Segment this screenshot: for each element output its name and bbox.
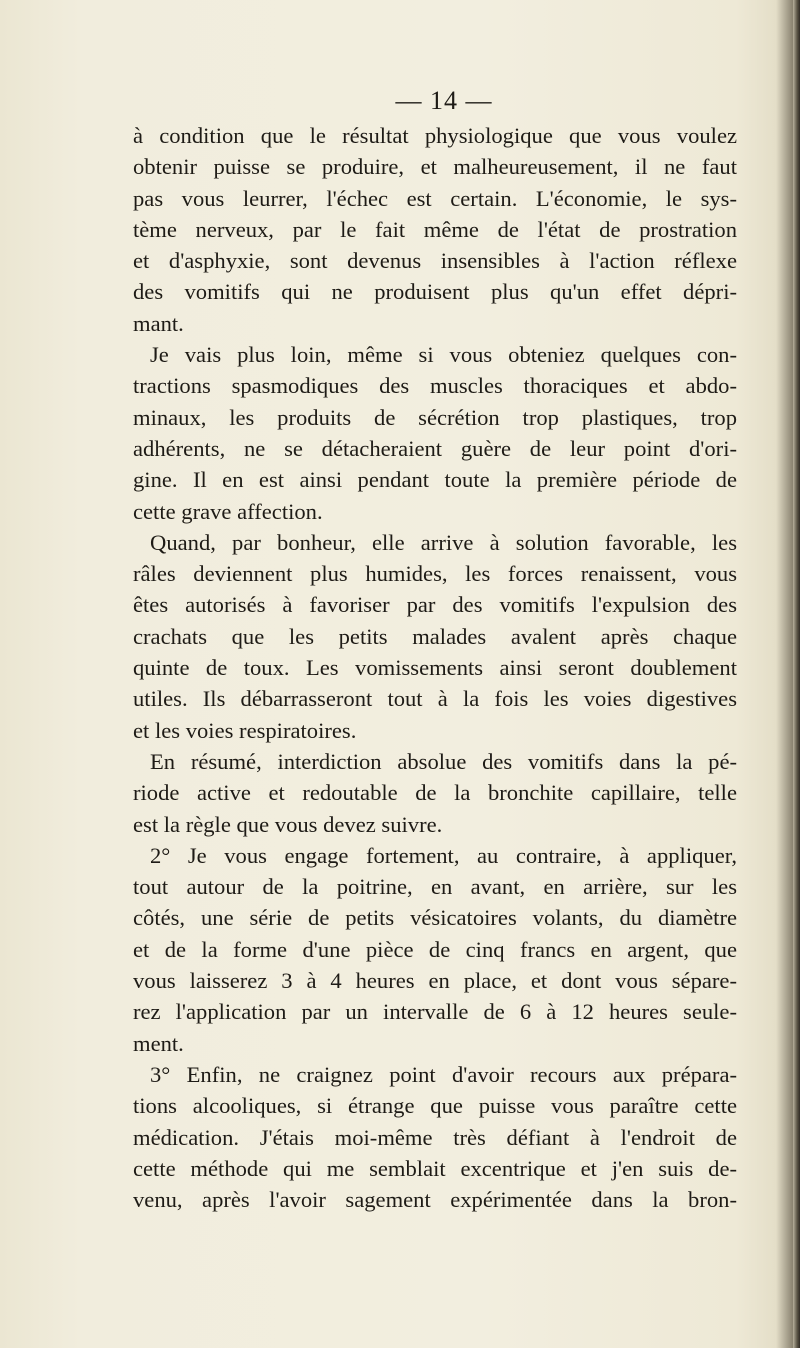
text-line: obtenir puisse se produire, et malheureusement, il ne faut xyxy=(133,154,737,180)
text-line: tractions spasmodiques des muscles thoraciques et abdo- xyxy=(133,373,737,399)
text-line: médication. J'étais moi-même très défiant à l'endroit de xyxy=(133,1124,737,1150)
text-line: minaux, les produits de sécrétion trop plastiques, trop xyxy=(133,404,737,430)
text-line: côtés, une série de petits vésicatoires volants, du diamètre xyxy=(133,905,737,931)
text-line: tème nerveux, par le fait même de l'état de prostration xyxy=(133,216,737,242)
text-line: adhérents, ne se détacheraient guère de leur point d'ori- xyxy=(133,435,737,461)
text-line: Je vais plus loin, même si vous obteniez quelques con- xyxy=(150,342,737,368)
text-line: venu, après l'avoir sagement expérimentée dans la bron- xyxy=(133,1187,737,1213)
text-line: 2° Je vous engage fortement, au contraire, à appliquer, xyxy=(150,842,737,868)
text-line: et de la forme d'une pièce de cinq francs en argent, que xyxy=(133,936,737,962)
text-line: pas vous leurrer, l'échec est certain. L'économie, le sys- xyxy=(133,185,737,211)
text-line: Quand, par bonheur, elle arrive à solution favorable, les xyxy=(150,529,737,555)
text-line: En résumé, interdiction absolue des vomitifs dans la pé- xyxy=(150,748,737,774)
text-line: râles deviennent plus humides, les forces renaissent, vous xyxy=(133,561,737,587)
page-edge-shadow xyxy=(793,0,800,1348)
text-line: utiles. Ils débarrasseront tout à la fois les voies digestives xyxy=(133,686,737,712)
text-line: quinte de toux. Les vomissements ainsi seront doublement xyxy=(133,655,737,681)
text-line: gine. Il en est ainsi pendant toute la première période de xyxy=(133,467,737,493)
text-line: vous laisserez 3 à 4 heures en place, et dont vous sépare- xyxy=(133,968,737,994)
text-line: ment. xyxy=(133,1030,184,1056)
text-line: cette méthode qui me semblait excentrique et j'en suis de- xyxy=(133,1155,737,1181)
text-line: cette grave affection. xyxy=(133,498,323,524)
text-line: à condition que le résultat physiologique que vous voulez xyxy=(133,123,737,148)
text-line: est la règle que vous devez suivre. xyxy=(133,811,443,837)
text-line: mant. xyxy=(133,310,184,336)
text-line: et les voies respiratoires. xyxy=(133,717,357,743)
text-line: et d'asphyxie, sont devenus insensibles à l'action réflexe xyxy=(133,248,737,274)
text-line: êtes autorisés à favoriser par des vomitifs l'expulsion des xyxy=(133,592,737,618)
text-line: rez l'application par un intervalle de 6 à 12 heures seule- xyxy=(133,999,737,1025)
text-line: riode active et redoutable de la bronchite capillaire, telle xyxy=(133,780,737,806)
text-line: tions alcooliques, si étrange que puisse vous paraître cette xyxy=(133,1093,737,1119)
page-number: — 14 — xyxy=(395,86,493,115)
text-line: 3° Enfin, ne craignez point d'avoir recours aux prépara- xyxy=(150,1061,737,1087)
text-line: crachats que les petits malades avalent après chaque xyxy=(133,623,737,649)
body-text xyxy=(133,120,737,1215)
text-line: tout autour de la poitrine, en avant, en arrière, sur les xyxy=(133,874,737,900)
text-line: des vomitifs qui ne produisent plus qu'un effet dépri- xyxy=(133,279,737,305)
